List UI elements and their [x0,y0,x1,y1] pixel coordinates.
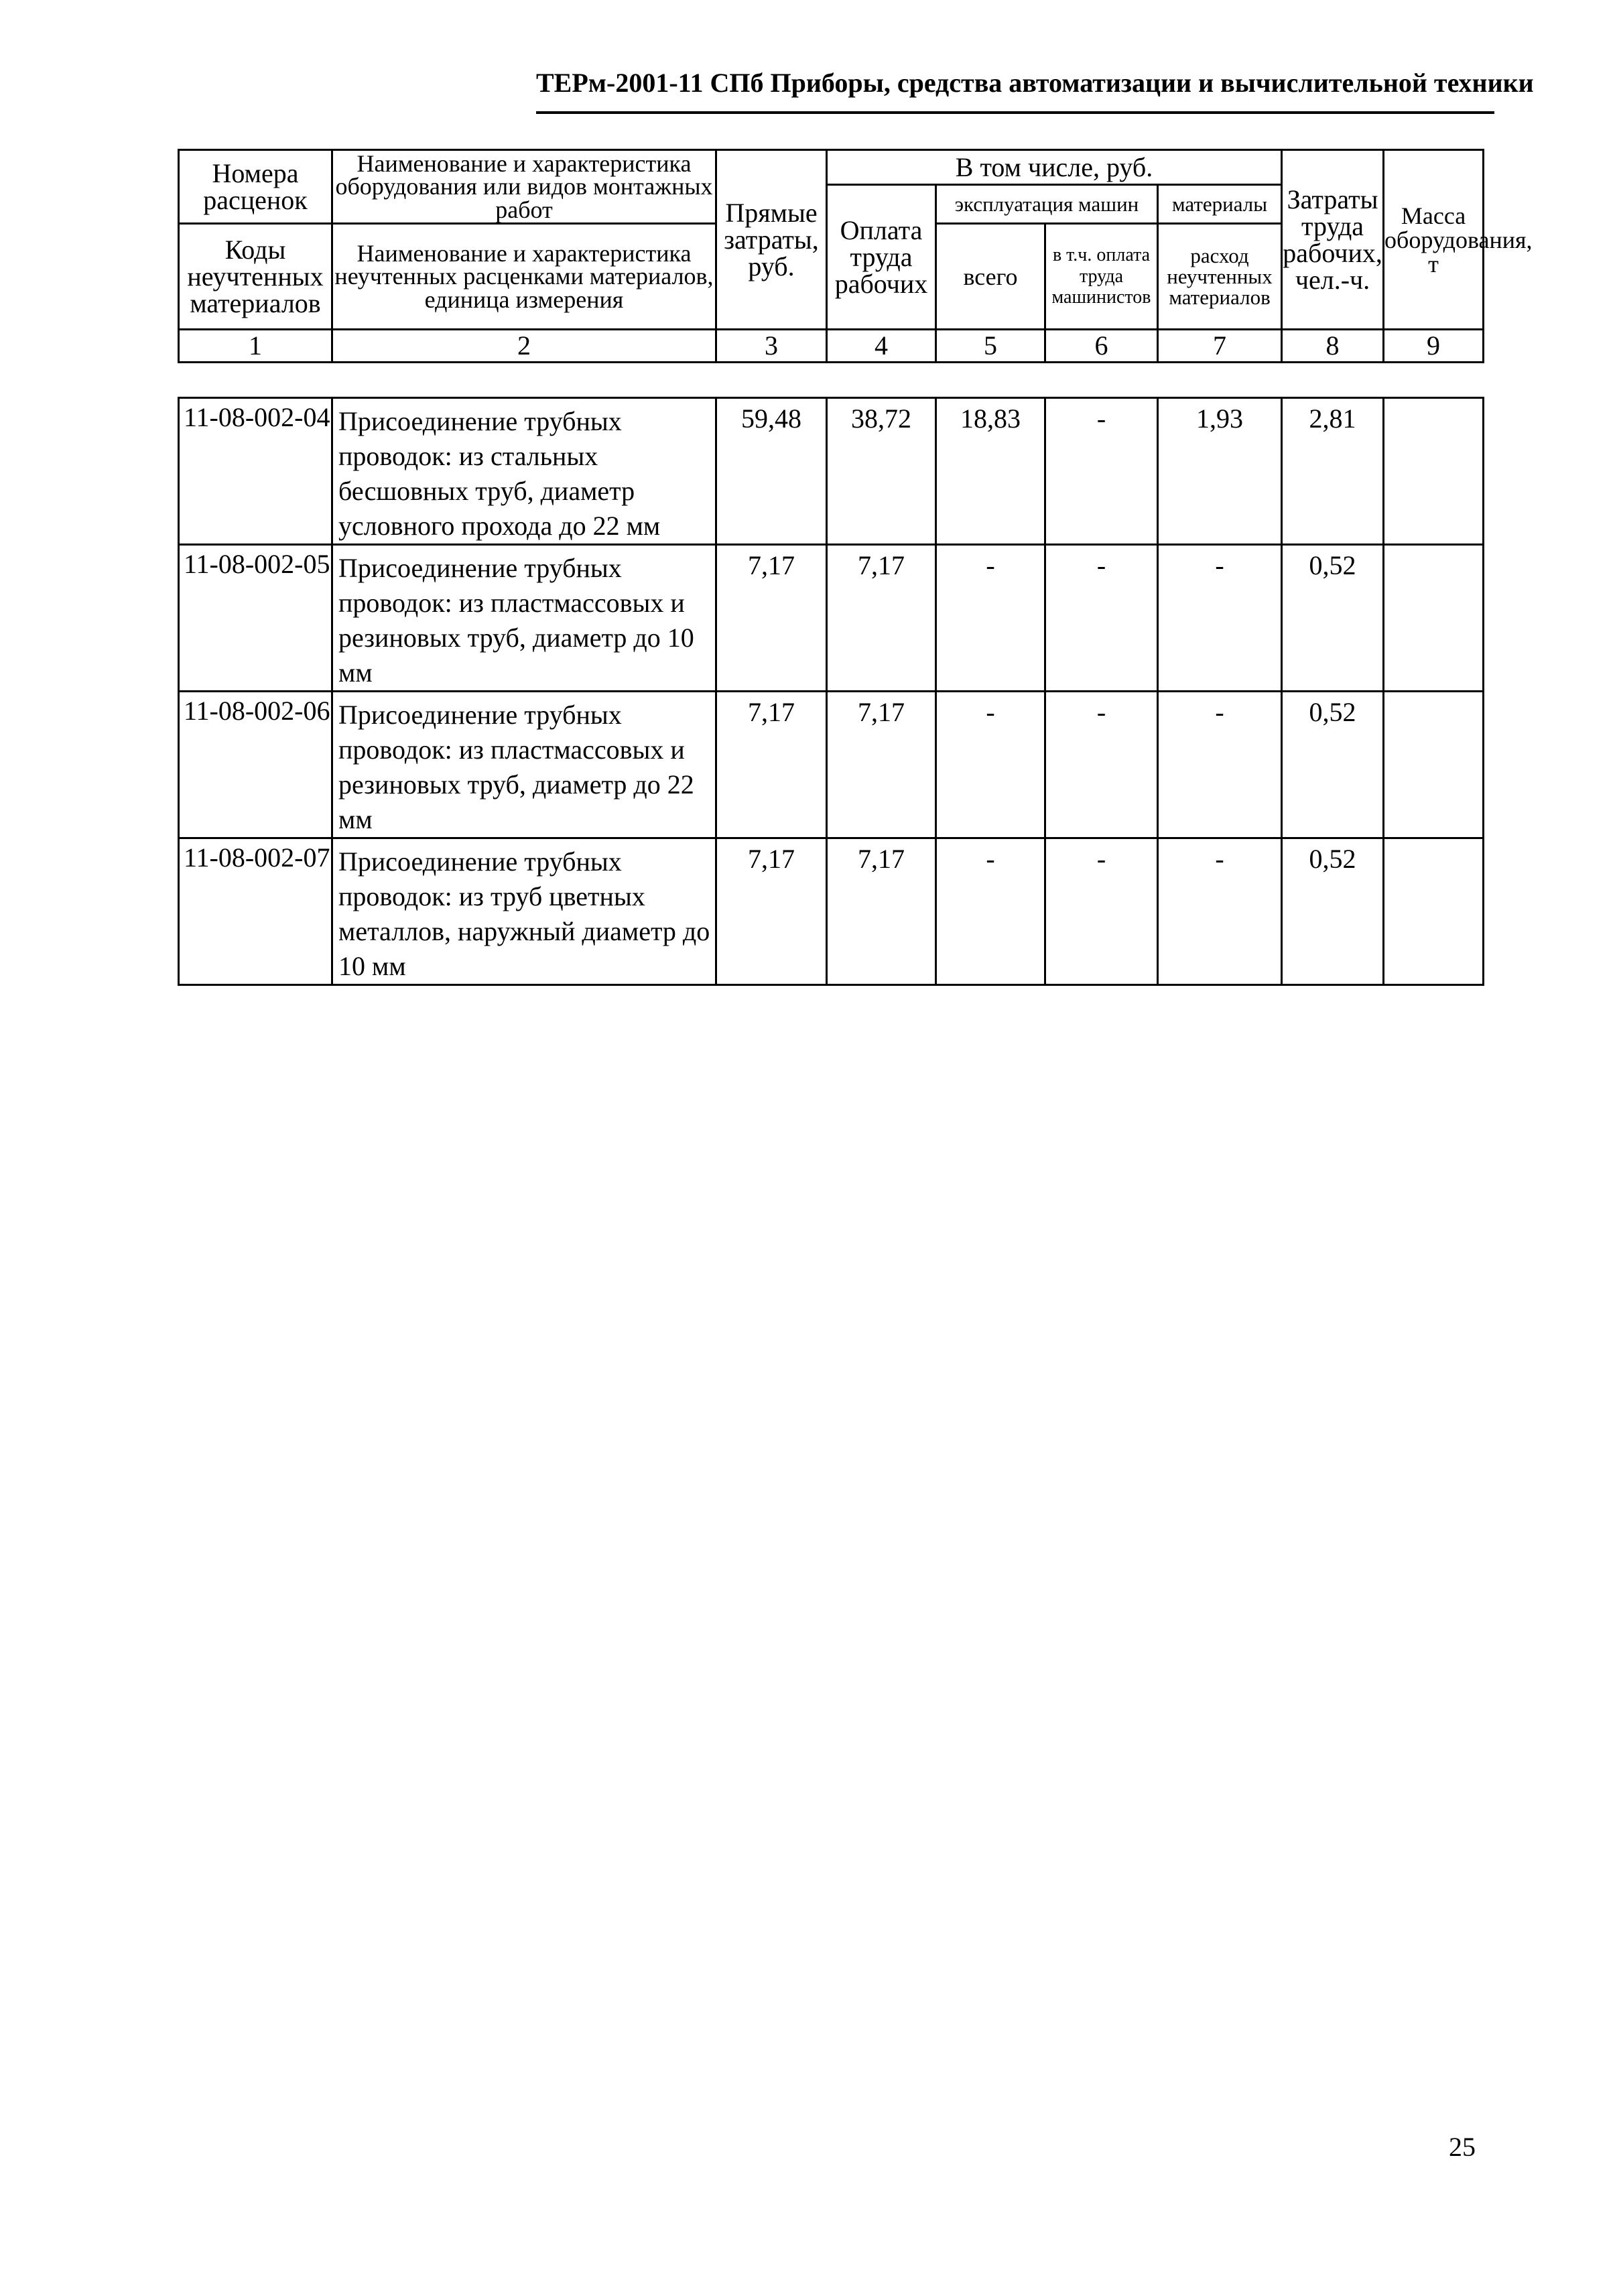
labor-hours: 0,52 [1282,545,1384,692]
header-group-including: В том числе, руб. [827,150,1282,185]
column-number: 7 [1158,330,1282,363]
machinist-pay: - [1045,692,1158,838]
header-unaccounted-materials: расход неучтенных материалов [1158,224,1282,330]
header-material-codes: Коды неучтенных материалов [179,224,332,330]
mass [1384,692,1484,838]
column-number: 8 [1282,330,1384,363]
machines-total: 18,83 [936,398,1045,545]
rate-name: Присоединение трубных проводок: из пластмассовых и резиновых труб, диаметр до 22 мм [332,692,716,838]
materials: - [1158,838,1282,985]
labor-pay: 38,72 [827,398,936,545]
machinist-pay: - [1045,838,1158,985]
machinist-pay: - [1045,545,1158,692]
header-machines-total: всего [936,224,1045,330]
column-number: 1 [179,330,332,363]
column-number: 9 [1384,330,1484,363]
labor-pay: 7,17 [827,545,936,692]
header-labor-hours: Затраты труда рабочих, чел.-ч. [1282,150,1384,330]
rate-code: 11-08-002-04 [179,398,332,545]
direct-cost: 7,17 [716,838,827,985]
table-header [178,149,1533,363]
page-number: 25 [1449,2132,1476,2162]
header-materials-group: материалы [1158,185,1282,224]
rate-name: Присоединение трубных проводок: из стальных бесшовных труб, диаметр условного прохода до 22 мм [332,398,716,545]
header-name-top: Наименование и характеристика оборудования или видов монтажных работ [332,150,716,224]
header-labor-pay: Оплата труда рабочих [827,185,936,330]
table-row [179,398,1484,545]
document-header: ТЕРм-2001-11 СПб Приборы, средства автоматизации и вычислительной техники [536,68,1534,98]
direct-cost: 7,17 [716,545,827,692]
direct-cost: 7,17 [716,692,827,838]
materials: 1,93 [1158,398,1282,545]
header-material-names: Наименование и характеристика неучтенных расценками материалов, единица измерения [332,224,716,330]
table-row [179,545,1484,692]
header-mass: Масса оборудования, т [1384,150,1484,330]
header-machines-group: эксплуатация машин [936,185,1158,224]
mass [1384,398,1484,545]
materials: - [1158,545,1282,692]
header-codes-top: Номера расценок [179,150,332,224]
labor-hours: 0,52 [1282,838,1384,985]
column-number: 5 [936,330,1045,363]
table-row [179,692,1484,838]
machines-total: - [936,838,1045,985]
header-rule [536,111,1494,114]
column-numbers-row [179,330,1484,363]
column-number: 4 [827,330,936,363]
table-row [179,838,1484,985]
direct-cost: 59,48 [716,398,827,545]
materials: - [1158,692,1282,838]
rates-table [178,397,1484,986]
rate-name: Присоединение трубных проводок: из труб цветных металлов, наружный диаметр до 10 мм [332,838,716,985]
machinist-pay: - [1045,398,1158,545]
machines-total: - [936,692,1045,838]
rate-code: 11-08-002-05 [179,545,332,692]
mass [1384,545,1484,692]
rate-name: Присоединение трубных проводок: из пластмассовых и резиновых труб, диаметр до 10 мм [332,545,716,692]
labor-hours: 0,52 [1282,692,1384,838]
header-machinist-pay: в т.ч. оплата труда машинистов [1045,224,1158,330]
labor-pay: 7,17 [827,692,936,838]
rate-code: 11-08-002-06 [179,692,332,838]
column-number: 3 [716,330,827,363]
column-number: 2 [332,330,716,363]
machines-total: - [936,545,1045,692]
header-direct-cost: Прямые затраты, руб. [716,150,827,330]
labor-pay: 7,17 [827,838,936,985]
column-number: 6 [1045,330,1158,363]
mass [1384,838,1484,985]
labor-hours: 2,81 [1282,398,1384,545]
rate-code: 11-08-002-07 [179,838,332,985]
